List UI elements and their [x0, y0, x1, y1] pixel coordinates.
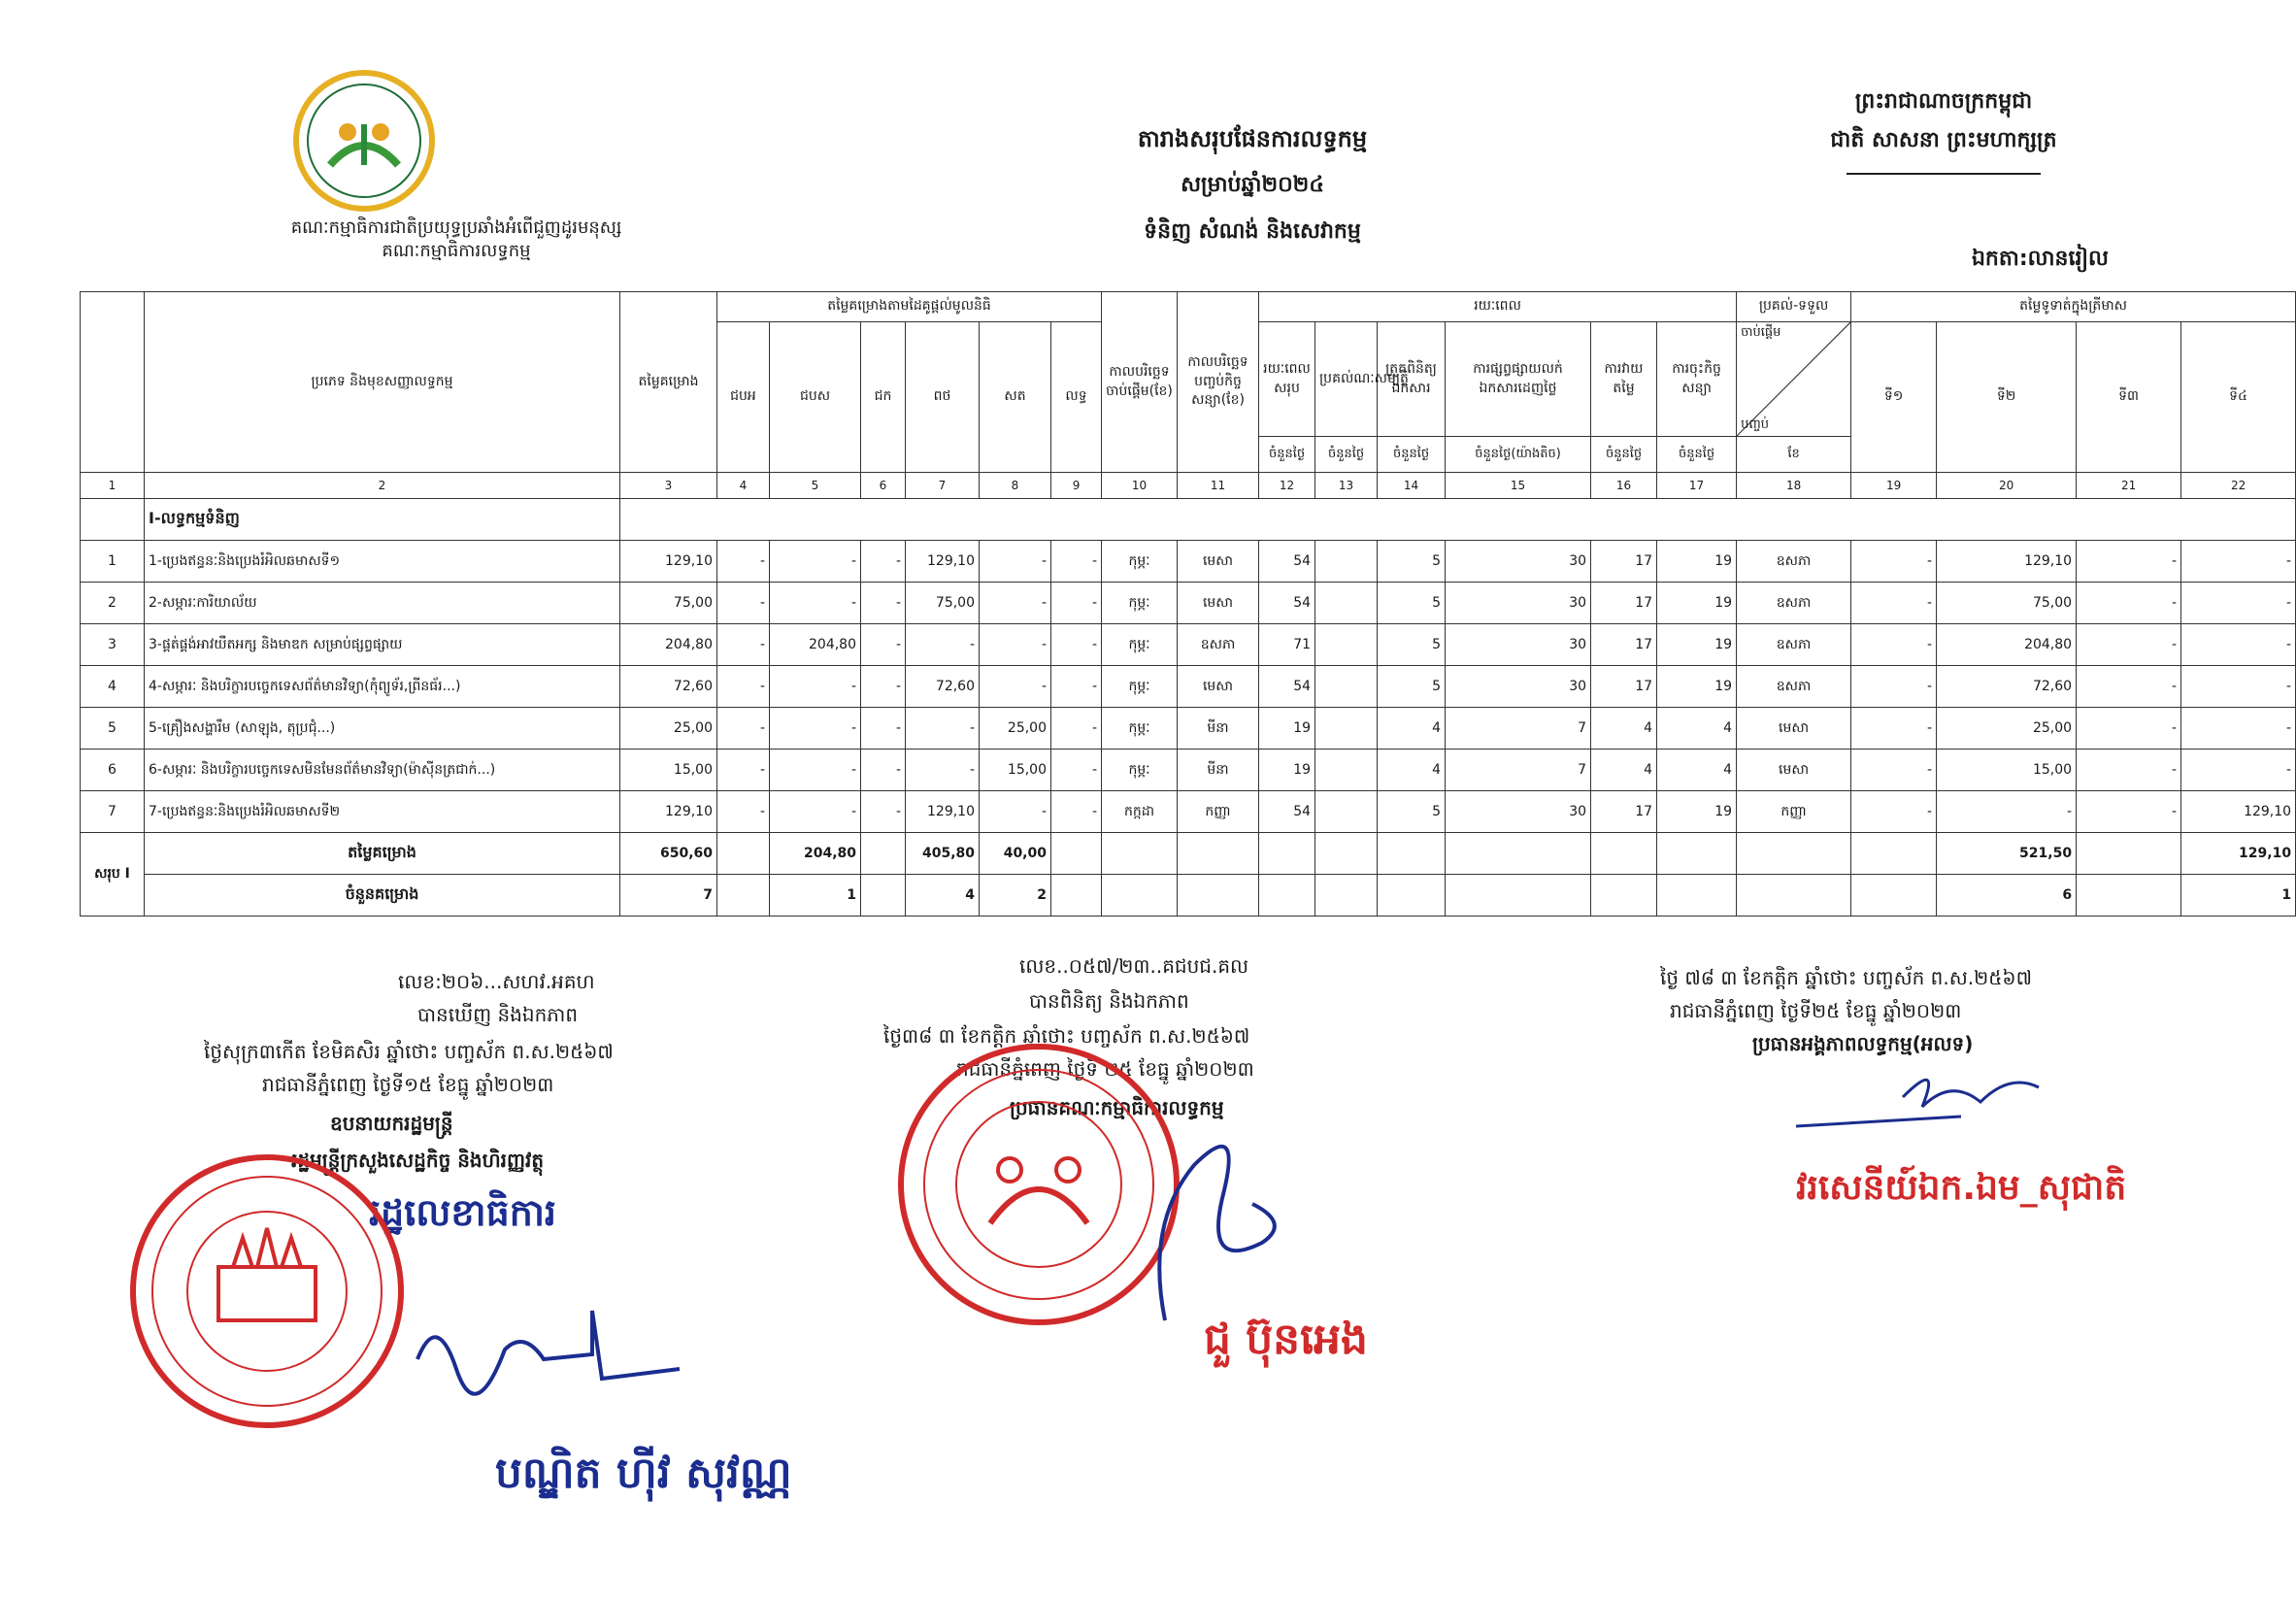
org-name-2: គណៈកម្មាធិការលទ្ធកម្ម	[382, 241, 531, 261]
table-cell: -	[770, 541, 861, 583]
total-cell	[717, 875, 770, 917]
col-index-10: 10	[1102, 473, 1178, 499]
table-cell: -	[980, 624, 1051, 666]
table-cell: -	[2181, 666, 2296, 708]
col-index-3: 3	[620, 473, 717, 499]
table-cell: 5	[1378, 583, 1446, 624]
total-quarter-cell	[1851, 833, 1937, 875]
right-role: ប្រធានអង្គភាពលទ្ធកម្ម(អលទ)	[1752, 1032, 1974, 1055]
table-cell: មេសា	[1178, 583, 1259, 624]
col-index-14: 14	[1378, 473, 1446, 499]
table-cell: -	[1051, 666, 1102, 708]
table-cell: ឧសភា	[1737, 624, 1851, 666]
table-row	[81, 624, 2296, 666]
left-official-stamp	[126, 1150, 408, 1432]
total-quarter-cell: 1	[2181, 875, 2296, 917]
mid-date: រាជធានីភ្នំពេញ ថ្ងៃទី ២៥ ខែធ្នូ ឆ្នាំ២០២៣	[956, 1057, 1254, 1081]
table-cell	[1315, 708, 1378, 750]
dur-3: ត្រួតពិនិត្យឯកសារ	[1378, 322, 1446, 437]
item-name: 1-ប្រេងឥន្ធនៈនិងប្រេងរំអិលឆមាសទី១	[145, 541, 620, 583]
doc-title: តារាងសរុបផែនការលទ្ធកម្ម	[1137, 125, 1368, 152]
motto-divider	[1847, 173, 2041, 175]
table-cell: កុម្ភៈ	[1102, 583, 1178, 624]
src-4: ពថ	[906, 322, 980, 473]
total-cell	[1051, 833, 1102, 875]
col-no	[81, 292, 145, 473]
total-quarter-cell: 129,10	[2181, 833, 2296, 875]
table-row	[81, 750, 2296, 791]
table-cell: 17	[1591, 666, 1657, 708]
table-cell: 7	[1446, 708, 1591, 750]
col-index-9: 9	[1051, 473, 1102, 499]
table-cell: -	[1851, 708, 1937, 750]
col-duration: រយៈពេល	[1259, 292, 1737, 322]
table-cell: 75,00	[906, 583, 980, 624]
currency-unit: ឯកតា:លានរៀល	[1971, 247, 2109, 271]
table-cell: -	[2181, 583, 2296, 624]
table-cell: កញ្ញា	[1178, 791, 1259, 833]
kingdom-title: ព្រះរាជាណាចក្រកម្ពុជា	[1854, 89, 2033, 114]
section-goods: I-លទ្ធកម្មទំនិញ	[145, 499, 620, 541]
delivery-month: ខែ	[1737, 437, 1851, 473]
table-cell: 7	[1446, 750, 1591, 791]
procurement-rows	[81, 541, 2296, 833]
table-cell: -	[2077, 708, 2181, 750]
left-role-3: រដ្ឋលេខាធិការ	[369, 1191, 556, 1234]
table-cell: 15,00	[620, 750, 717, 791]
dur-4: ការផ្សព្វផ្សាយលក់ឯកសារដេញថ្លៃ	[1446, 322, 1591, 437]
col-index-15: 15	[1446, 473, 1591, 499]
table-cell: 4	[1378, 708, 1446, 750]
table-cell: 54	[1259, 583, 1315, 624]
table-cell: 19	[1657, 583, 1737, 624]
procurement-table	[80, 291, 2296, 917]
column-index-row	[81, 473, 2296, 499]
table-cell: 7	[81, 791, 145, 833]
right-date: រាជធានីភ្នំពេញ ថ្ងៃទី២៥ ខែធ្នូ ឆ្នាំ២០២៣	[1670, 999, 1962, 1022]
table-cell: -	[2077, 583, 2181, 624]
table-cell: 3	[81, 624, 145, 666]
table-cell	[1315, 750, 1378, 791]
table-cell: -	[717, 750, 770, 791]
table-cell: -	[1937, 791, 2077, 833]
mid-signature	[1107, 1107, 1301, 1340]
table-cell: -	[717, 791, 770, 833]
col-index-19: 19	[1851, 473, 1937, 499]
delivery-end: បញ្ចប់	[1741, 417, 1769, 432]
table-cell: មីនា	[1178, 708, 1259, 750]
days-2: ចំនួនថ្ងៃ	[1315, 437, 1378, 473]
doc-subtitle: ទំនិញ សំណង់ និងសេវាកម្ម	[1144, 219, 1361, 244]
col-index-21: 21	[2077, 473, 2181, 499]
item-name: 4-សម្ភារៈ និងបរិក្ខារបច្ចេកទេសព័ត៌មានវិទ្យា(កុំព្យូទ័រ,ព្រីនធ័រ...)	[145, 666, 620, 708]
q-3: ទី៣	[2077, 322, 2181, 473]
table-cell: -	[1051, 541, 1102, 583]
dur-2: ប្រគល់ណៈសម្បត្តិ	[1315, 322, 1378, 437]
table-row	[81, 791, 2296, 833]
table-cell: -	[1851, 624, 1937, 666]
table-cell: 30	[1446, 666, 1591, 708]
table-cell: 19	[1259, 708, 1315, 750]
table-cell: 15,00	[980, 750, 1051, 791]
table-cell: -	[861, 624, 906, 666]
table-cell: 19	[1657, 666, 1737, 708]
mid-role: ប្រធានគណៈកម្មាធិការលទ្ធកម្ម	[1010, 1096, 1224, 1119]
table-cell: -	[770, 708, 861, 750]
table-cell: មេសា	[1178, 666, 1259, 708]
table-cell: 17	[1591, 624, 1657, 666]
table-cell: 129,10	[2181, 791, 2296, 833]
table-cell: -	[2181, 541, 2296, 583]
table-cell: -	[1851, 666, 1937, 708]
col-index-7: 7	[906, 473, 980, 499]
table-cell: 30	[1446, 624, 1591, 666]
table-cell: -	[717, 624, 770, 666]
table-cell: -	[861, 541, 906, 583]
table-cell: 129,10	[906, 791, 980, 833]
table-cell: -	[1051, 624, 1102, 666]
col-index-20: 20	[1937, 473, 2077, 499]
q-1: ទី១	[1851, 322, 1937, 473]
item-name: 6-សម្ភារៈ និងបរិក្ខារបច្ចេកទេសមិនមែនព័ត៌មានវិទ្យា(ម៉ាស៊ីនត្រជាក់...)	[145, 750, 620, 791]
table-cell	[1315, 791, 1378, 833]
total-quarter-cell	[2077, 875, 2181, 917]
table-cell: មេសា	[1178, 541, 1259, 583]
table-cell: -	[1851, 791, 1937, 833]
days-4: ចំនួនថ្ងៃ(យ៉ាងតិច)	[1446, 437, 1591, 473]
table-cell: 17	[1591, 791, 1657, 833]
table-cell: 5	[1378, 624, 1446, 666]
left-seen: បានឃើញ និងឯកភាព	[417, 1003, 579, 1026]
table-cell: 5	[81, 708, 145, 750]
table-cell	[1315, 541, 1378, 583]
total-cell	[1051, 875, 1102, 917]
table-cell: -	[2181, 624, 2296, 666]
total-count-label: ចំនួនគម្រោង	[145, 875, 620, 917]
table-cell: មីនា	[1178, 750, 1259, 791]
table-cell: 75,00	[620, 583, 717, 624]
table-cell: 2	[81, 583, 145, 624]
table-cell: កក្កដា	[1102, 791, 1178, 833]
table-cell: 30	[1446, 541, 1591, 583]
table-cell: -	[1851, 750, 1937, 791]
table-cell	[1315, 666, 1378, 708]
doc-year: សម្រាប់ឆ្នាំ២០២៤	[1181, 173, 1324, 197]
total-label: សរុប I	[81, 833, 145, 917]
table-cell: កុម្ភៈ	[1102, 624, 1178, 666]
total-quarter-cell: 6	[1937, 875, 2077, 917]
col-index-6: 6	[861, 473, 906, 499]
col-index-8: 8	[980, 473, 1051, 499]
col-index-13: 13	[1315, 473, 1378, 499]
table-cell: 204,80	[770, 624, 861, 666]
table-cell: -	[1051, 750, 1102, 791]
table-cell: 72,60	[906, 666, 980, 708]
total-cell	[861, 833, 906, 875]
delivery-split-cell	[1737, 322, 1851, 437]
delivery-start: ចាប់ផ្តើម	[1741, 325, 1781, 340]
item-name: 2-សម្ភារៈការិយាល័យ	[145, 583, 620, 624]
table-cell: 4	[1591, 750, 1657, 791]
left-date: រាជធានីភ្នំពេញ ថ្ងៃទី១៥ ខែធ្នូ ឆ្នាំ២០២៣	[262, 1073, 554, 1096]
mid-approve: បានពិនិត្យ និងឯកភាព	[1029, 989, 1189, 1013]
table-cell: -	[906, 624, 980, 666]
table-cell: -	[1851, 541, 1937, 583]
table-cell: 72,60	[620, 666, 717, 708]
table-cell: -	[861, 708, 906, 750]
kingdom-motto: ជាតិ សាសនា ព្រះមហាក្សត្រ	[1830, 128, 2057, 152]
left-signer-name: បណ្ឌិត ហ៊ីវ សុវណ្ណ	[495, 1449, 792, 1498]
total-quarter-cell: 521,50	[1937, 833, 2077, 875]
total-cell: 1	[770, 875, 861, 917]
table-cell: 30	[1446, 791, 1591, 833]
table-cell: -	[861, 791, 906, 833]
table-cell: -	[770, 750, 861, 791]
total-cell	[717, 833, 770, 875]
item-name: 5-គ្រឿងសង្ហារឹម (សាឡុង, តុប្រជុំ...)	[145, 708, 620, 750]
table-cell: -	[906, 708, 980, 750]
col-index-22: 22	[2181, 473, 2296, 499]
table-cell: -	[980, 666, 1051, 708]
org-logo	[291, 68, 437, 214]
table-cell: 4	[1378, 750, 1446, 791]
dur-1: រយៈពេលសរុប	[1259, 322, 1315, 437]
table-cell	[1315, 583, 1378, 624]
total-cell: 4	[906, 875, 980, 917]
table-cell: -	[861, 750, 906, 791]
table-cell: -	[770, 666, 861, 708]
table-cell: កុម្ភៈ	[1102, 541, 1178, 583]
table-cell: -	[770, 791, 861, 833]
table-cell: 54	[1259, 541, 1315, 583]
left-signature	[398, 1291, 689, 1408]
table-cell: ឧសភា	[1737, 583, 1851, 624]
table-cell: -	[1051, 791, 1102, 833]
table-cell: ឧសភា	[1737, 666, 1851, 708]
table-cell: 25,00	[1937, 708, 2077, 750]
left-role-1: ឧបនាយករដ្ឋមន្ត្រី	[330, 1112, 453, 1135]
table-cell: -	[2077, 750, 2181, 791]
table-cell: 4	[1591, 708, 1657, 750]
table-cell: 19	[1657, 541, 1737, 583]
col-by-source: តម្លៃគម្រោងតាមដៃគូផ្តល់មូលនិធិ	[717, 292, 1102, 322]
total-cell: 650,60	[620, 833, 717, 875]
table-cell: 5	[1378, 791, 1446, 833]
table-cell: 6	[81, 750, 145, 791]
total-cell: 7	[620, 875, 717, 917]
col-index-11: 11	[1178, 473, 1259, 499]
right-signer-name: វរសេនីយ៍ឯក.ឯម_សុជាតិ	[1796, 1168, 2127, 1208]
table-cell: 17	[1591, 541, 1657, 583]
table-cell: -	[980, 583, 1051, 624]
col-index-2: 2	[145, 473, 620, 499]
table-cell: មេសា	[1737, 750, 1851, 791]
table-cell: 1	[81, 541, 145, 583]
table-cell: -	[906, 750, 980, 791]
dur-6: ការចុះកិច្ចសន្យា	[1657, 322, 1737, 437]
left-ref: លេខ:២០៦...សហវ.អគហ	[398, 970, 595, 993]
table-cell: កុម្ភៈ	[1102, 750, 1178, 791]
table-cell: 204,80	[1937, 624, 2077, 666]
table-cell: -	[717, 583, 770, 624]
col-quarterly: តម្លៃទូទាត់ក្នុងត្រីមាស	[1851, 292, 2296, 322]
item-name: 7-ប្រេងឥន្ធនៈនិងប្រេងរំអិលឆមាសទី២	[145, 791, 620, 833]
total-cell: 2	[980, 875, 1051, 917]
table-cell: -	[2181, 708, 2296, 750]
table-cell: 19	[1657, 624, 1737, 666]
table-cell: -	[2077, 666, 2181, 708]
right-date-lunar: ថ្ងៃ ៧៨ ៣ ខែកត្តិក ឆ្នាំថោះ បញ្ចស័ក ព.ស.២៥៦៧	[1660, 966, 2032, 989]
org-name-1: គណៈកម្មាធិការជាតិប្រយុទ្ធប្រឆាំងអំពើជួញដូរមនុស្ស	[290, 217, 622, 238]
table-cell: 25,00	[980, 708, 1051, 750]
q-4: ទី៤	[2181, 322, 2296, 473]
total-cell: 40,00	[980, 833, 1051, 875]
table-cell: 19	[1259, 750, 1315, 791]
table-cell: 71	[1259, 624, 1315, 666]
table-cell: ឧសភា	[1737, 541, 1851, 583]
col-type: ប្រភេទ និងមុខសញ្ញាលទ្ធកម្ម	[145, 292, 620, 473]
table-cell: កុម្ភៈ	[1102, 666, 1178, 708]
total-count-row	[81, 875, 2296, 917]
total-budget-label: តម្លៃគម្រោង	[145, 833, 620, 875]
table-cell: ឧសភា	[1178, 624, 1259, 666]
table-cell: 129,10	[620, 541, 717, 583]
total-cell	[861, 875, 906, 917]
table-cell: -	[980, 541, 1051, 583]
total-cell: 405,80	[906, 833, 980, 875]
col-end: កាលបរិច្ឆេទបញ្ចប់កិច្ចសន្យា(ខែ)	[1178, 292, 1259, 473]
col-index-1: 1	[81, 473, 145, 499]
col-index-5: 5	[770, 473, 861, 499]
total-quarter-cell	[2077, 833, 2181, 875]
table-cell: 129,10	[1937, 541, 2077, 583]
table-cell: 5	[1378, 541, 1446, 583]
dur-5: ការវាយតម្លៃ	[1591, 322, 1657, 437]
days-3: ចំនួនថ្ងៃ	[1378, 437, 1446, 473]
table-cell: -	[861, 583, 906, 624]
table-cell: -	[1051, 708, 1102, 750]
table-cell: 72,60	[1937, 666, 2077, 708]
col-index-16: 16	[1591, 473, 1657, 499]
table-cell: កញ្ញា	[1737, 791, 1851, 833]
table-cell: 4	[81, 666, 145, 708]
table-row	[81, 708, 2296, 750]
src-5: សត	[980, 322, 1051, 473]
table-cell: -	[1051, 583, 1102, 624]
table-cell: 75,00	[1937, 583, 2077, 624]
table-cell: 54	[1259, 791, 1315, 833]
col-index-18: 18	[1737, 473, 1851, 499]
item-name: 3-ផ្គត់ផ្គង់អាវយឺតអក្ស និងមាឌក សម្រាប់ផ្សព្វផ្សាយ	[145, 624, 620, 666]
col-delivery: ប្រគល់-ទទួល	[1737, 292, 1851, 322]
table-cell: 30	[1446, 583, 1591, 624]
table-cell: -	[770, 583, 861, 624]
table-row	[81, 541, 2296, 583]
days-1: ចំនួនថ្ងៃ	[1259, 437, 1315, 473]
total-cell: 204,80	[770, 833, 861, 875]
days-5: ចំនួនថ្ងៃ	[1591, 437, 1657, 473]
table-row	[81, 583, 2296, 624]
table-cell: 5	[1378, 666, 1446, 708]
table-cell: កុម្ភៈ	[1102, 708, 1178, 750]
col-index-12: 12	[1259, 473, 1315, 499]
q-2: ទី២	[1937, 322, 2077, 473]
table-cell: -	[861, 666, 906, 708]
table-cell: -	[2077, 791, 2181, 833]
col-index-4: 4	[717, 473, 770, 499]
table-cell	[1315, 624, 1378, 666]
src-6: លទ្ធ	[1051, 322, 1102, 473]
table-cell: មេសា	[1737, 708, 1851, 750]
table-cell: -	[717, 708, 770, 750]
mid-signer-name: ជួ ប៊ុនអេង	[1204, 1315, 1368, 1364]
table-cell: -	[2181, 750, 2296, 791]
table-cell: -	[2077, 624, 2181, 666]
mid-ref: លេខ..០៥៧/២៣..គជបជ.គល	[1019, 954, 1249, 978]
table-cell: -	[2077, 541, 2181, 583]
right-signature	[1786, 1058, 2058, 1146]
table-cell: 54	[1259, 666, 1315, 708]
table-cell: 4	[1657, 708, 1737, 750]
table-cell: 129,10	[906, 541, 980, 583]
col-start: កាលបរិច្ឆេទចាប់ផ្តើម(ខែ)	[1102, 292, 1178, 473]
table-cell: -	[717, 666, 770, 708]
table-cell: -	[980, 791, 1051, 833]
col-budget: តម្លៃគម្រោង	[620, 292, 717, 473]
table-cell: -	[717, 541, 770, 583]
src-3: ជក	[861, 322, 906, 473]
src-2: ជបស	[770, 322, 861, 473]
table-row	[81, 666, 2296, 708]
total-budget-row	[81, 833, 2296, 875]
src-1: ជបអ	[717, 322, 770, 473]
table-cell: 129,10	[620, 791, 717, 833]
table-cell: 17	[1591, 583, 1657, 624]
table-cell: 15,00	[1937, 750, 2077, 791]
table-cell: 4	[1657, 750, 1737, 791]
mid-date-lunar: ថ្ងៃ៣៨ ៣ ខែកត្តិក ឆ្នាំថោះ បញ្ចស័ក ព.ស.២៥៦៧	[883, 1024, 1250, 1048]
left-role-2: រដ្ឋមន្ត្រីក្រសួងសេដ្ឋកិច្ច និងហិរញ្ញវត្ថុ	[291, 1149, 545, 1172]
left-date-lunar: ថ្ងៃសុក្រ៣កើត ខែមិគសិរ ឆ្នាំថោះ បញ្ចស័ក ព.ស.២៥៦៧	[204, 1040, 614, 1063]
table-cell: -	[1851, 583, 1937, 624]
table-cell: 204,80	[620, 624, 717, 666]
total-quarter-cell	[1851, 875, 1937, 917]
col-index-17: 17	[1657, 473, 1737, 499]
table-cell: 19	[1657, 791, 1737, 833]
table-cell: 25,00	[620, 708, 717, 750]
days-6: ចំនួនថ្ងៃ	[1657, 437, 1737, 473]
